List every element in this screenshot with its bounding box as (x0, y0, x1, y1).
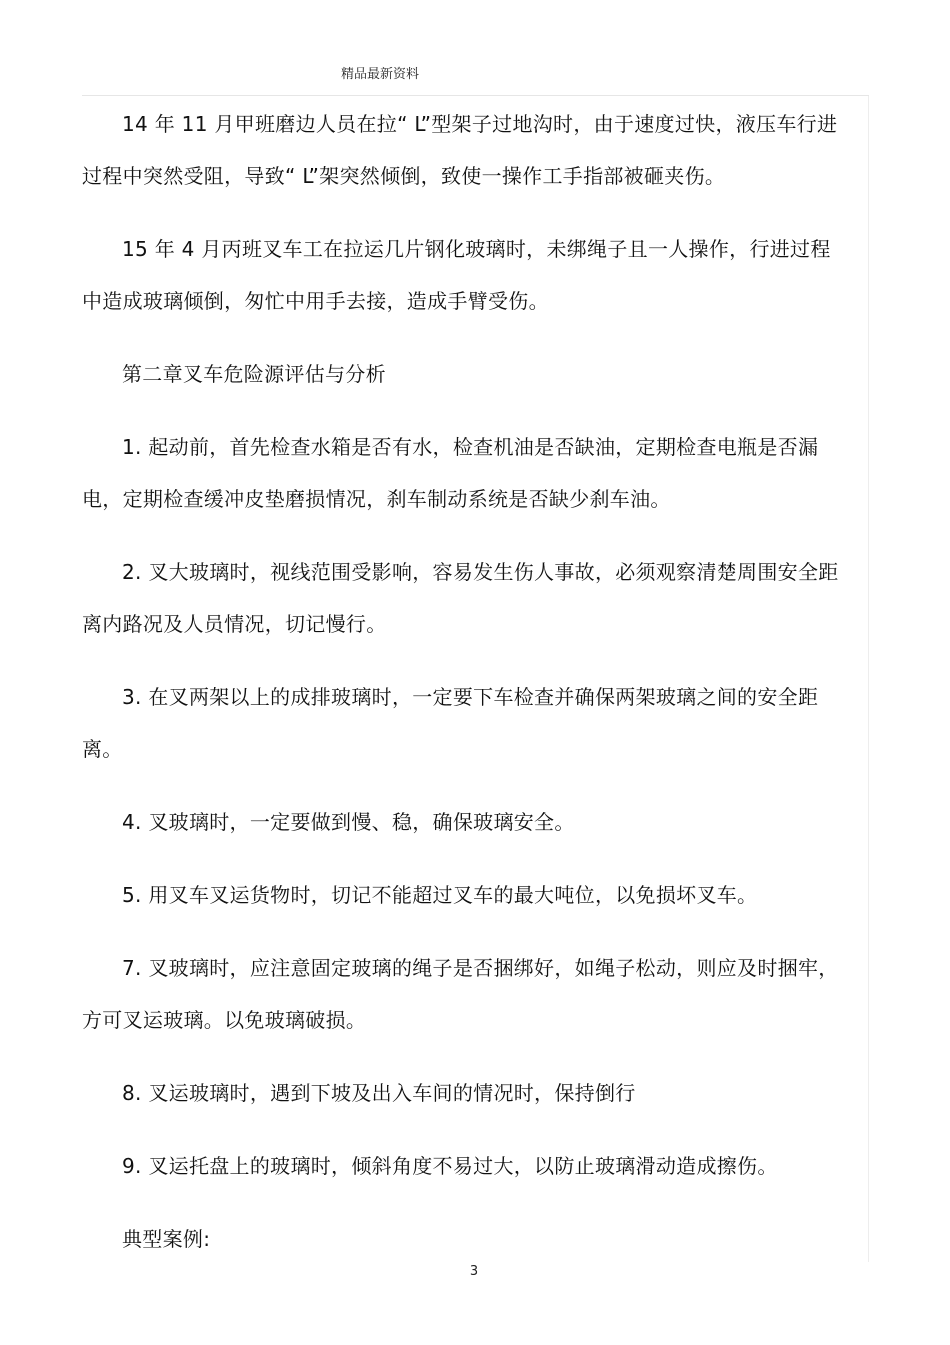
right-margin-rule (868, 96, 869, 1262)
paragraph-item-4: 4. 叉玻璃时，一定要做到慢、稳，确保玻璃安全。 (122, 810, 575, 834)
paragraph-item-5: 5. 用叉车叉运货物时，切记不能超过叉车的最大吨位，以免损坏叉车。 (122, 883, 758, 907)
page-header-label: 精品最新资料 (341, 67, 420, 82)
paragraph-item-1: 1. 起动前，首先检查水箱是否有水，检查机油是否缺油，定期检查电瓶是否漏电，定期检查缓冲皮垫磨损情况，刹车制动系统是否缺少刹车油。 (82, 435, 819, 511)
paragraph-item-3: 3. 在叉两架以上的成排玻璃时，一定要下车检查并确保两架玻璃之间的安全距离。 (82, 685, 819, 761)
paragraph-item-7: 7. 叉玻璃时，应注意固定玻璃的绳子是否捆绑好，如绳子松动，则应及时捆牢，方可叉运玻璃。以免玻璃破损。 (82, 956, 839, 1032)
page-number: 3 (469, 1264, 479, 1279)
paragraph-item-2: 2. 叉大玻璃时，视线范围受影响，容易发生伤人事故，必须观察清楚周围安全距离内路况及人员情况，切记慢行。 (82, 560, 839, 636)
document-body (82, 98, 844, 1286)
paragraph-incident-15-4: 15 年 4 月丙班叉车工在拉运几片钢化玻璃时，未绑绳子且一人操作，行进过程中造成玻璃倾倒，匆忙中用手去接，造成手臂受伤。 (82, 237, 831, 313)
paragraph-item-8: 8. 叉运玻璃时，遇到下坡及出入车间的情况时，保持倒行 (122, 1081, 636, 1105)
typical-cases-heading: 典型案例: (122, 1227, 211, 1251)
paragraph-incident-14-11: 14 年 11 月甲班磨边人员在拉“ L”型架子过地沟时，由于速度过快，液压车行进过程中突然受阻，导致“ L”架突然倾倒，致使一操作工手指部被砸夹伤。 (82, 112, 838, 188)
header-divider (82, 95, 869, 96)
paragraph-item-9: 9. 叉运托盘上的玻璃时，倾斜角度不易过大，以防止玻璃滑动造成擦伤。 (122, 1154, 778, 1178)
chapter-heading: 第二章叉车危险源评估与分析 (122, 362, 386, 386)
